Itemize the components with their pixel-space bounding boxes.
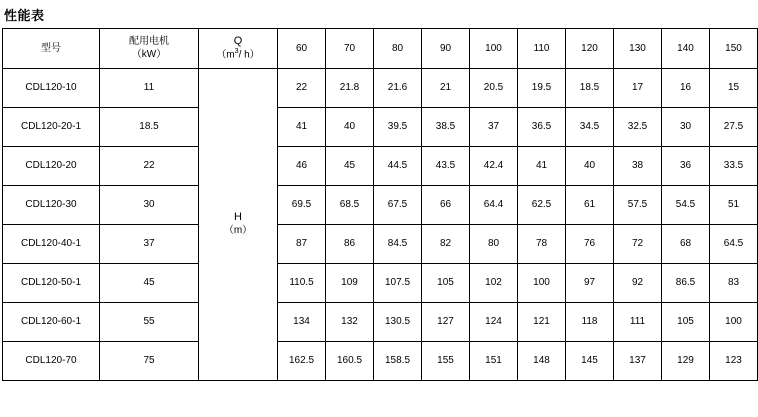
cell-head: 37 [470, 108, 518, 147]
cell-model: CDL120-10 [3, 69, 100, 108]
cell-head: 87 [278, 225, 326, 264]
head-unit: （m） [223, 225, 253, 237]
cell-head: 105 [422, 264, 470, 303]
cell-head: 102 [470, 264, 518, 303]
header-flow-130: 130 [614, 29, 662, 69]
cell-motor: 22 [100, 147, 199, 186]
cell-head: 40 [326, 108, 374, 147]
table-row [3, 147, 758, 186]
cell-head: 15 [710, 69, 758, 108]
cell-head: 105 [662, 303, 710, 342]
cell-head: 18.5 [566, 69, 614, 108]
header-model: 型号 [3, 29, 100, 69]
table-row [3, 69, 758, 108]
cell-head: 110.5 [278, 264, 326, 303]
cell-head: 123 [710, 342, 758, 381]
header-flow-unit: （$m^3/$ h） [216, 48, 260, 61]
cell-model: CDL120-60-1 [3, 303, 100, 342]
cell-head: 111 [614, 303, 662, 342]
table-header-row [3, 29, 758, 69]
header-flow-90: 90 [422, 29, 470, 69]
cell-head: 84.5 [374, 225, 422, 264]
cell-head: 27.5 [710, 108, 758, 147]
cell-motor: 37 [100, 225, 199, 264]
cell-head: 82 [422, 225, 470, 264]
table-row [3, 264, 758, 303]
cell-head: 51 [710, 186, 758, 225]
table-row [3, 225, 758, 264]
cell-head: 100 [710, 303, 758, 342]
cell-head: 132 [326, 303, 374, 342]
cell-head: 162.5 [278, 342, 326, 381]
cell-head: 62.5 [518, 186, 566, 225]
cell-head: 109 [326, 264, 374, 303]
head-symbol: H [234, 211, 242, 224]
cell-motor: 55 [100, 303, 199, 342]
cell-head: 41 [518, 147, 566, 186]
cell-head: 69.5 [278, 186, 326, 225]
cell-head: 39.5 [374, 108, 422, 147]
cell-head: 121 [518, 303, 566, 342]
cell-model: CDL120-40-1 [3, 225, 100, 264]
cell-head: 100 [518, 264, 566, 303]
table-row [3, 108, 758, 147]
cell-head: 134 [278, 303, 326, 342]
cell-head: 67.5 [374, 186, 422, 225]
table-row [3, 342, 758, 381]
cell-head: 38.5 [422, 108, 470, 147]
cell-head: 145 [566, 342, 614, 381]
cell-head: 86.5 [662, 264, 710, 303]
cell-head: 36.5 [518, 108, 566, 147]
cell-head: 148 [518, 342, 566, 381]
header-flow [199, 29, 278, 69]
cell-head: 72 [614, 225, 662, 264]
cell-head: 30 [662, 108, 710, 147]
cell-head: 118 [566, 303, 614, 342]
cell-head: 32.5 [614, 108, 662, 147]
cell-head: 151 [470, 342, 518, 381]
cell-head: 124 [470, 303, 518, 342]
cell-head: 61 [566, 186, 614, 225]
cell-model: CDL120-50-1 [3, 264, 100, 303]
cell-head: 92 [614, 264, 662, 303]
cell-head: 19.5 [518, 69, 566, 108]
cell-motor: 11 [100, 69, 199, 108]
cell-head: 36 [662, 147, 710, 186]
page-title: 性能表 [4, 8, 45, 23]
cell-head: 160.5 [326, 342, 374, 381]
cell-motor: 18.5 [100, 108, 199, 147]
header-flow-140: 140 [662, 29, 710, 69]
head-label-cell [199, 69, 278, 381]
cell-head: 129 [662, 342, 710, 381]
cell-head: 66 [422, 186, 470, 225]
cell-head: 22 [278, 69, 326, 108]
cell-head: 21.8 [326, 69, 374, 108]
cell-head: 64.5 [710, 225, 758, 264]
cell-head: 38 [614, 147, 662, 186]
cell-head: 127 [422, 303, 470, 342]
header-flow-150: 150 [710, 29, 758, 69]
cell-head: 21.6 [374, 69, 422, 108]
cell-head: 42.4 [470, 147, 518, 186]
cell-head: 64.4 [470, 186, 518, 225]
header-motor-line2: （kW） [131, 48, 167, 60]
cell-model: CDL120-20 [3, 147, 100, 186]
cell-motor: 45 [100, 264, 199, 303]
cell-head: 17 [614, 69, 662, 108]
table-row [3, 303, 758, 342]
performance-table [2, 28, 758, 381]
cell-head: 158.5 [374, 342, 422, 381]
cell-head: 76 [566, 225, 614, 264]
header-flow-100: 100 [470, 29, 518, 69]
cell-head: 46 [278, 147, 326, 186]
cell-head: 86 [326, 225, 374, 264]
cell-head: 137 [614, 342, 662, 381]
cell-model: CDL120-30 [3, 186, 100, 225]
cell-head: 21 [422, 69, 470, 108]
cell-head: 107.5 [374, 264, 422, 303]
cell-head: 97 [566, 264, 614, 303]
header-flow-60: 60 [278, 29, 326, 69]
cell-head: 78 [518, 225, 566, 264]
header-motor-line1: 配用电机 [129, 36, 169, 47]
header-flow-70: 70 [326, 29, 374, 69]
cell-head: 43.5 [422, 147, 470, 186]
header-flow-110: 110 [518, 29, 566, 69]
cell-head: 130.5 [374, 303, 422, 342]
cell-model: CDL120-20-1 [3, 108, 100, 147]
cell-head: 41 [278, 108, 326, 147]
cell-head: 68.5 [326, 186, 374, 225]
cell-head: 16 [662, 69, 710, 108]
header-flow-80: 80 [374, 29, 422, 69]
cell-head: 40 [566, 147, 614, 186]
header-motor [100, 29, 199, 69]
cell-head: 33.5 [710, 147, 758, 186]
cell-head: 68 [662, 225, 710, 264]
cell-motor: 75 [100, 342, 199, 381]
table-row [3, 186, 758, 225]
cell-head: 83 [710, 264, 758, 303]
cell-head: 54.5 [662, 186, 710, 225]
cell-head: 57.5 [614, 186, 662, 225]
cell-head: 34.5 [566, 108, 614, 147]
cell-model: CDL120-70 [3, 342, 100, 381]
cell-head: 155 [422, 342, 470, 381]
header-flow-120: 120 [566, 29, 614, 69]
cell-motor: 30 [100, 186, 199, 225]
cell-head: 80 [470, 225, 518, 264]
cell-head: 45 [326, 147, 374, 186]
cell-head: 20.5 [470, 69, 518, 108]
header-flow-symbol: Q [233, 34, 243, 47]
cell-head: 44.5 [374, 147, 422, 186]
table-body [3, 29, 758, 381]
header-flow-unit-exponent: 3 [234, 48, 239, 56]
